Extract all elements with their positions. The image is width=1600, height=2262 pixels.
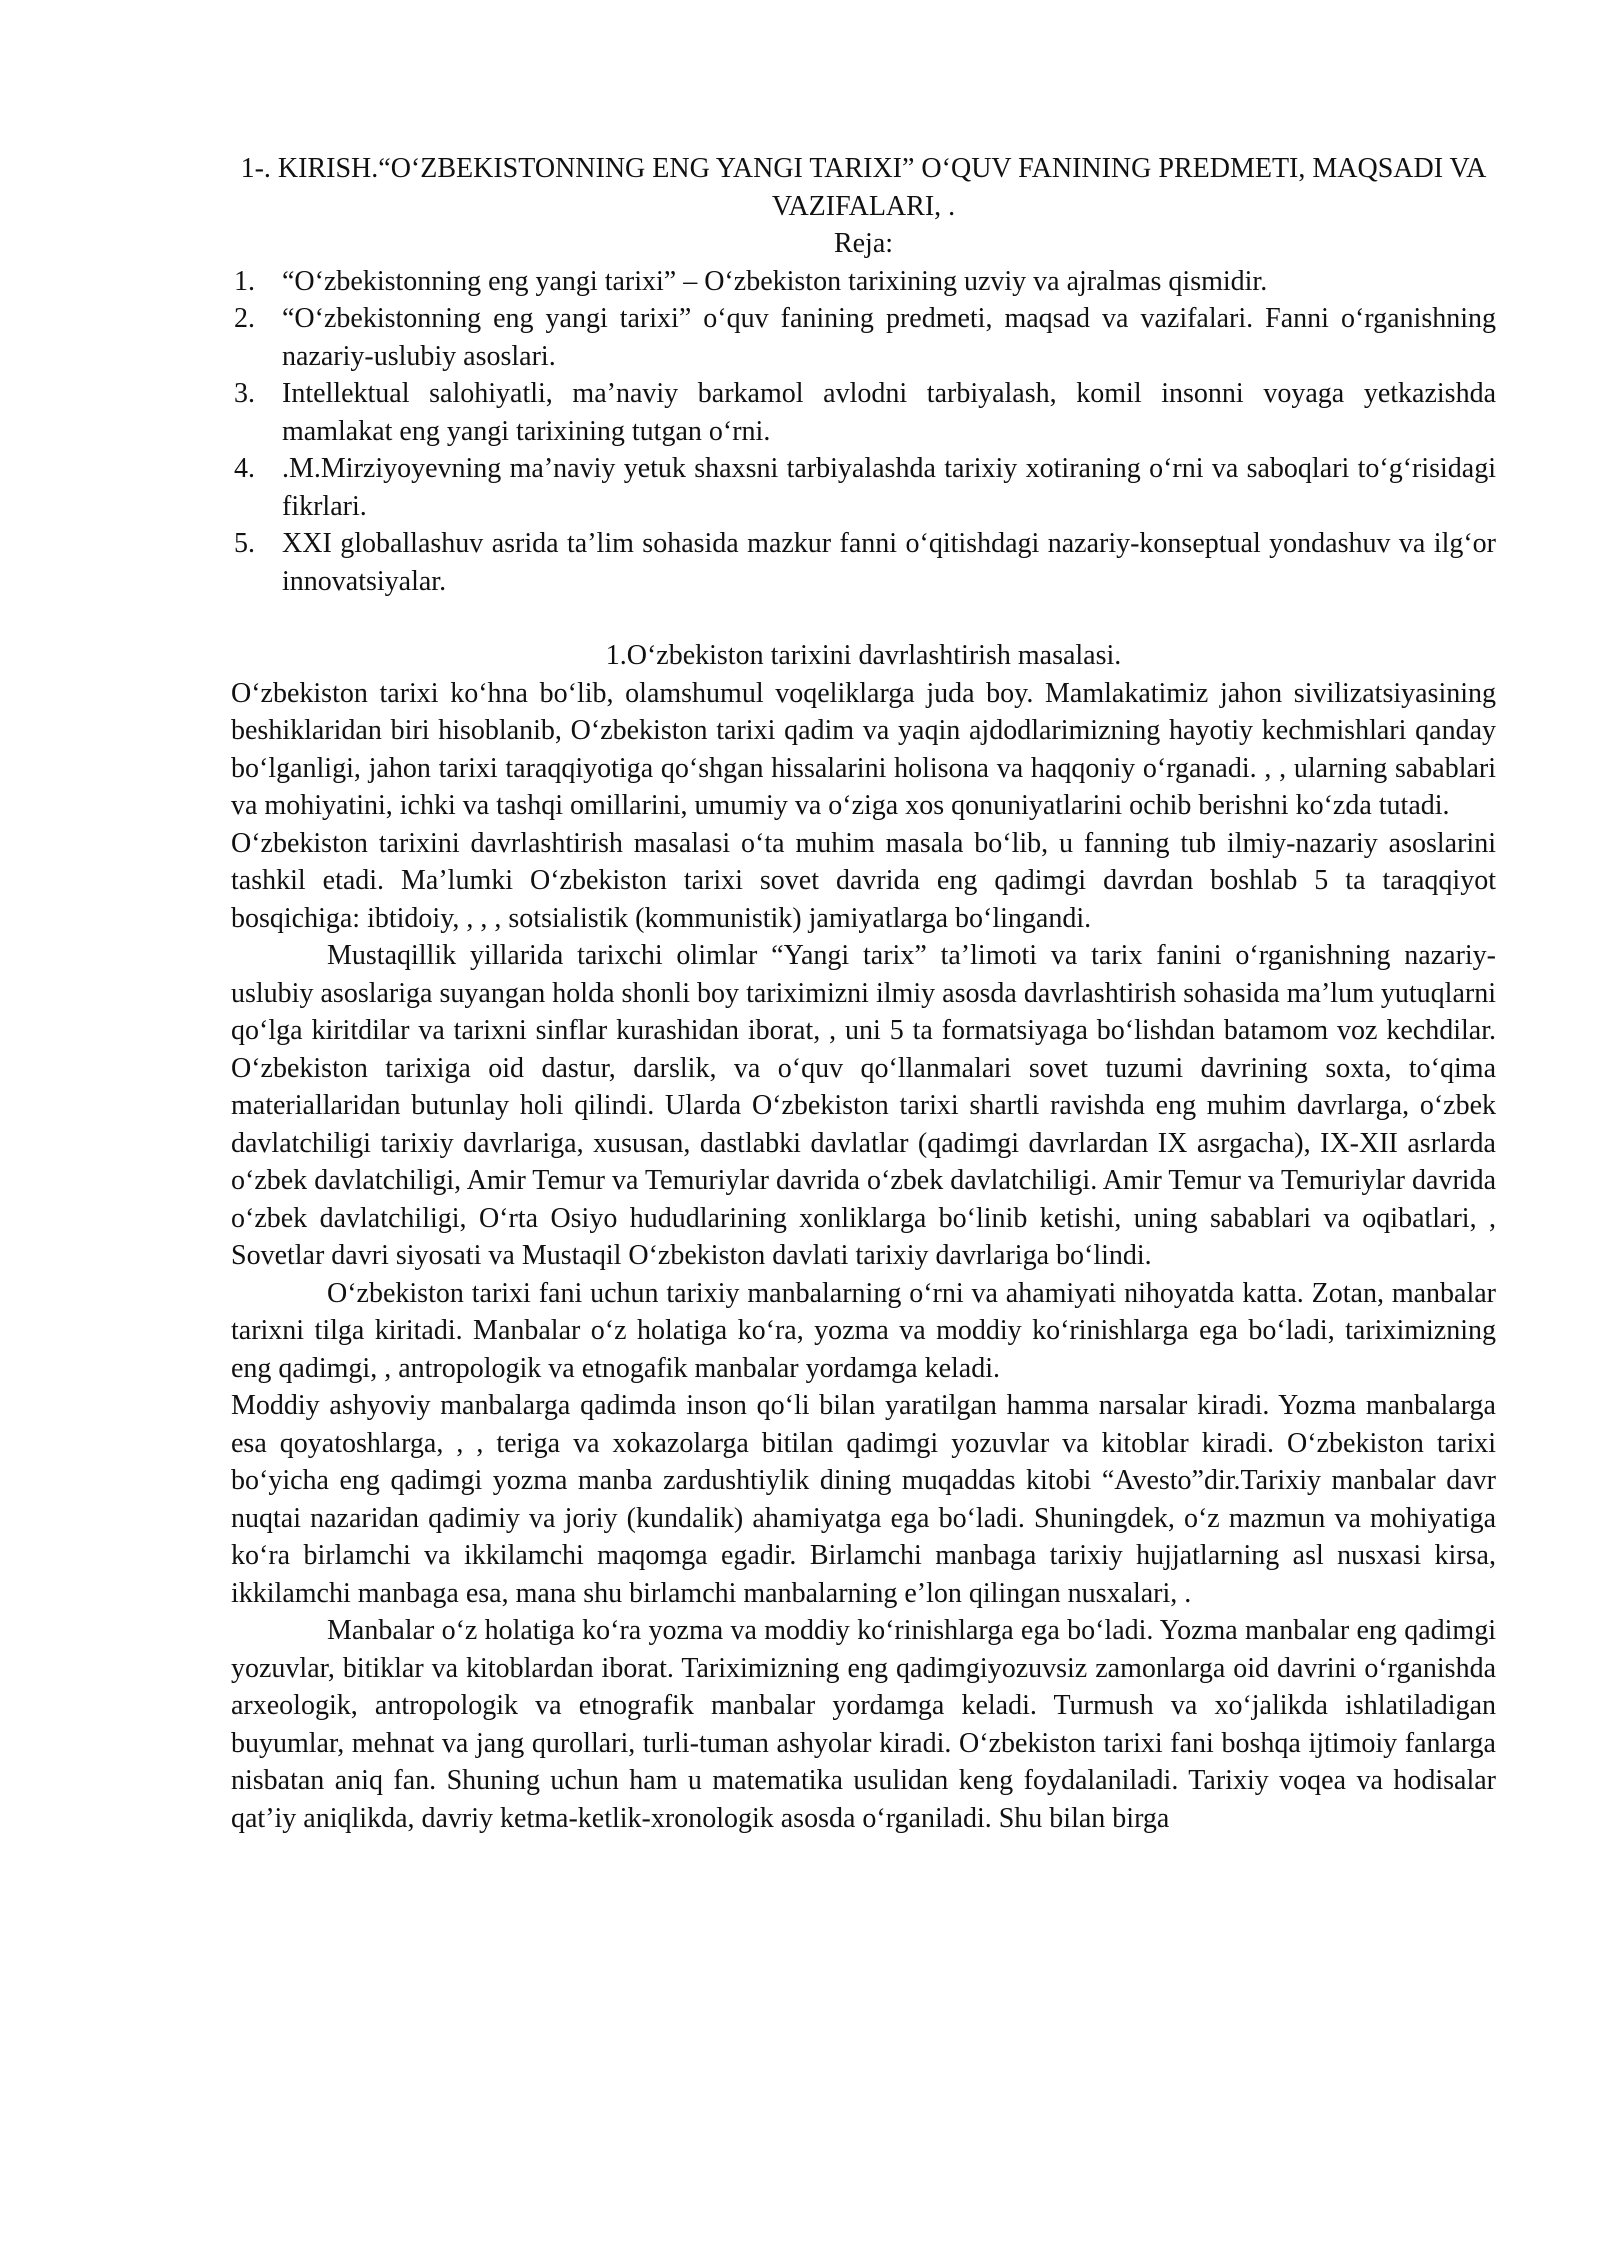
plan-item xyxy=(231,375,1496,450)
plan-item-text: .M.Mirziyoyevning ma’naviy yetuk shaxsni tarbiyalashda tarixiy xotiraning o‘rni va saboqlari to‘g‘risidagi fikrlari. xyxy=(282,453,1496,522)
document-page xyxy=(231,150,1496,1837)
plan-item-text: XXI globallashuv asrida ta’lim sohasida mazkur fanni o‘qitishdagi nazariy-konseptual yondashuv va ilg‘or innovatsiyalar. xyxy=(282,528,1496,597)
plan-item-number: 2. xyxy=(234,303,255,334)
spacer xyxy=(231,600,1496,637)
plan-item xyxy=(231,450,1496,525)
plan-item-number: 4. xyxy=(234,453,255,484)
plan-item xyxy=(231,263,1496,301)
plan-item xyxy=(231,300,1496,375)
body-paragraph: Mustaqillik yillarida tarixchi olimlar “Yangi tarix” ta’limoti va tarix fanini o‘rganishning nazariy-uslubiy asoslariga suyangan holda shonli boy tariximizni ilmiy asosda davrlashtirish sohasida ma’lum yutuqlarni qo‘lga kiritdilar va tarixni sinflar kurashidan iborat, , uni 5 ta formatsiyaga bo‘lishdan batamom voz kechdilar. O‘zbekiston tarixiga oid dastur, darslik, va o‘quv qo‘llanmalari sovet tuzumi davrining soxta, to‘qima materiallaridan butunlay holi qilindi. Ularda O‘zbekiston tarixi shartli ravishda eng muhim davrlarga, o‘zbek davlatchiligi tarixiy davrlariga, xususan, dastlabki davlatlar (qadimgi davrlardan IX asrgacha), IX-XII asrlarda o‘zbek davlatchiligi, Amir Temur va Temuriylar davrida o‘zbek davlatchiligi. Amir Temur va Temuriylar davrida o‘zbek davlatchiligi, O‘rta Osiyo hududlarining xonliklarga bo‘linib ketishi, uning sabablari va oqibatlari, , Sovetlar davri siyosati va Mustaqil O‘zbekiston davlati tarixiy davrlariga bo‘lindi. xyxy=(231,940,1496,1271)
body-paragraph: Moddiy ashyoviy manbalarga qadimda inson qo‘li bilan yaratilgan hamma narsalar kiradi. Yozma manbalarga esa qoyatoshlarga, , , teriga va xokazolarga bitilan qadimgi yozuvlar va kitoblar kiradi. O‘zbekiston tarixi bo‘yicha eng qadimgi yozma manba zardushtiylik dining muqaddas kitobi “Avesto”dir.Tarixiy manbalar davr nuqtai nazaridan qadimiy va joriy (kundalik) ahamiyatga ega bo‘ladi. Shuningdek, o‘z mazmun va mohiyatiga ko‘ra birlamchi va ikkilamchi maqomga egadir. Birlamchi manbaga tarixiy hujjatlarning asl nusxasi kirsa, ikkilamchi manbaga esa, mana shu birlamchi manbalarning e’lon qilingan nusxalari, . xyxy=(231,1390,1496,1609)
body-paragraph: O‘zbekiston tarixi fani uchun tarixiy manbalarning o‘rni va ahamiyati nihoyatda katta. Zotan, manbalar tarixni tilga kiritadi. Manbalar o‘z holatiga ko‘ra, yozma va moddiy ko‘rinishlarga ega bo‘ladi, tariximizning eng qadimgi, , antropologik va etnogafik manbalar yordamga keladi. xyxy=(231,1277,1496,1384)
plan-list xyxy=(231,263,1496,601)
plan-item-number: 1. xyxy=(234,265,255,297)
plan-heading: Reja: xyxy=(833,228,894,259)
section-heading: 1.O‘zbekiston tarixini davrlashtirish masalasi. xyxy=(605,640,1122,671)
plan-item xyxy=(231,525,1496,600)
plan-item-text: “O‘zbekistonning eng yangi tarixi” o‘quv fanining predmeti, maqsad va vazifalari. Fanni o‘rganishning nazariy-uslubiy asoslari. xyxy=(282,303,1496,372)
body-paragraph: O‘zbekiston tarixini davrlashtirish masalasi o‘ta muhim masala bo‘lib, u fanning tub ilmiy-nazariy asoslarini tashkil etadi. Ma’lumki O‘zbekiston tarixi sovet davrida eng qadimgi davrdan boshlab 5 ta taraqqiyot bosqichiga: ibtidoiy, , , , sotsialistik (kommunistik) jamiyatlarga bo‘lingandi. xyxy=(231,827,1496,934)
document-title: 1-. KIRISH.“O‘ZBEKISTONNING ENG YANGI TARIXI” O‘QUV FANINING PREDMETI, MAQSADI VA VAZIFALARI, . xyxy=(240,153,1487,222)
plan-item-text: Intellektual salohiyatli, ma’naviy barkamol avlodni tarbiyalash, komil insonni voyaga yetkazishda mamlakat eng yangi tarixining tutgan o‘rni. xyxy=(282,378,1496,447)
plan-item-number: 3. xyxy=(234,378,255,409)
body-paragraph: Manbalar o‘z holatiga ko‘ra yozma va moddiy ko‘rinishlarga ega bo‘ladi. Yozma manbalar eng qadimgi yozuvlar, bitiklar va kitoblardan iborat. Tariximizning eng qadimgiyozuvsiz zamonlarga oid davrini o‘rganishda arxeologik, antropologik va etnografik manbalar yordamga keladi. Turmush va xo‘jalikda ishlatiladigan buyumlar, mehnat va jang qurollari, turli-tuman ashyolar kiradi. O‘zbekiston tarixi fani boshqa ijtimoiy fanlarga nisbatan aniq fan. Shuning uchun ham u matematika usulidan keng foydalaniladi. Tarixiy voqea va hodisalar qat’iy aniqlikda, davriy ketma-ketlik-xronologik asosda o‘rganiladi. Shu bilan birga xyxy=(231,1615,1496,1834)
plan-item-number: 5. xyxy=(234,528,255,559)
body-paragraph: O‘zbekiston tarixi ko‘hna bo‘lib, olamshumul voqeliklarga juda boy. Mamlakatimiz jahon sivilizatsiyasining beshiklaridan biri hisoblanib, O‘zbekiston tarixi qadim va yaqin ajdodlarimizning hayotiy kechmishlari qanday bo‘lganligi, jahon tarixi taraqqiyotiga qo‘shgan hissalarini holisona va haqqoniy o‘rganadi. , , ularning sabablari va mohiyatini, ichki va tashqi omillarini, umumiy va o‘ziga xos qonuniyatlarini ochib berishni ko‘zda tutadi. xyxy=(231,677,1496,821)
plan-item-text: “O‘zbekistonning eng yangi tarixi” – O‘zbekiston tarixining uzviy va ajralmas qismidir. xyxy=(282,265,1268,297)
